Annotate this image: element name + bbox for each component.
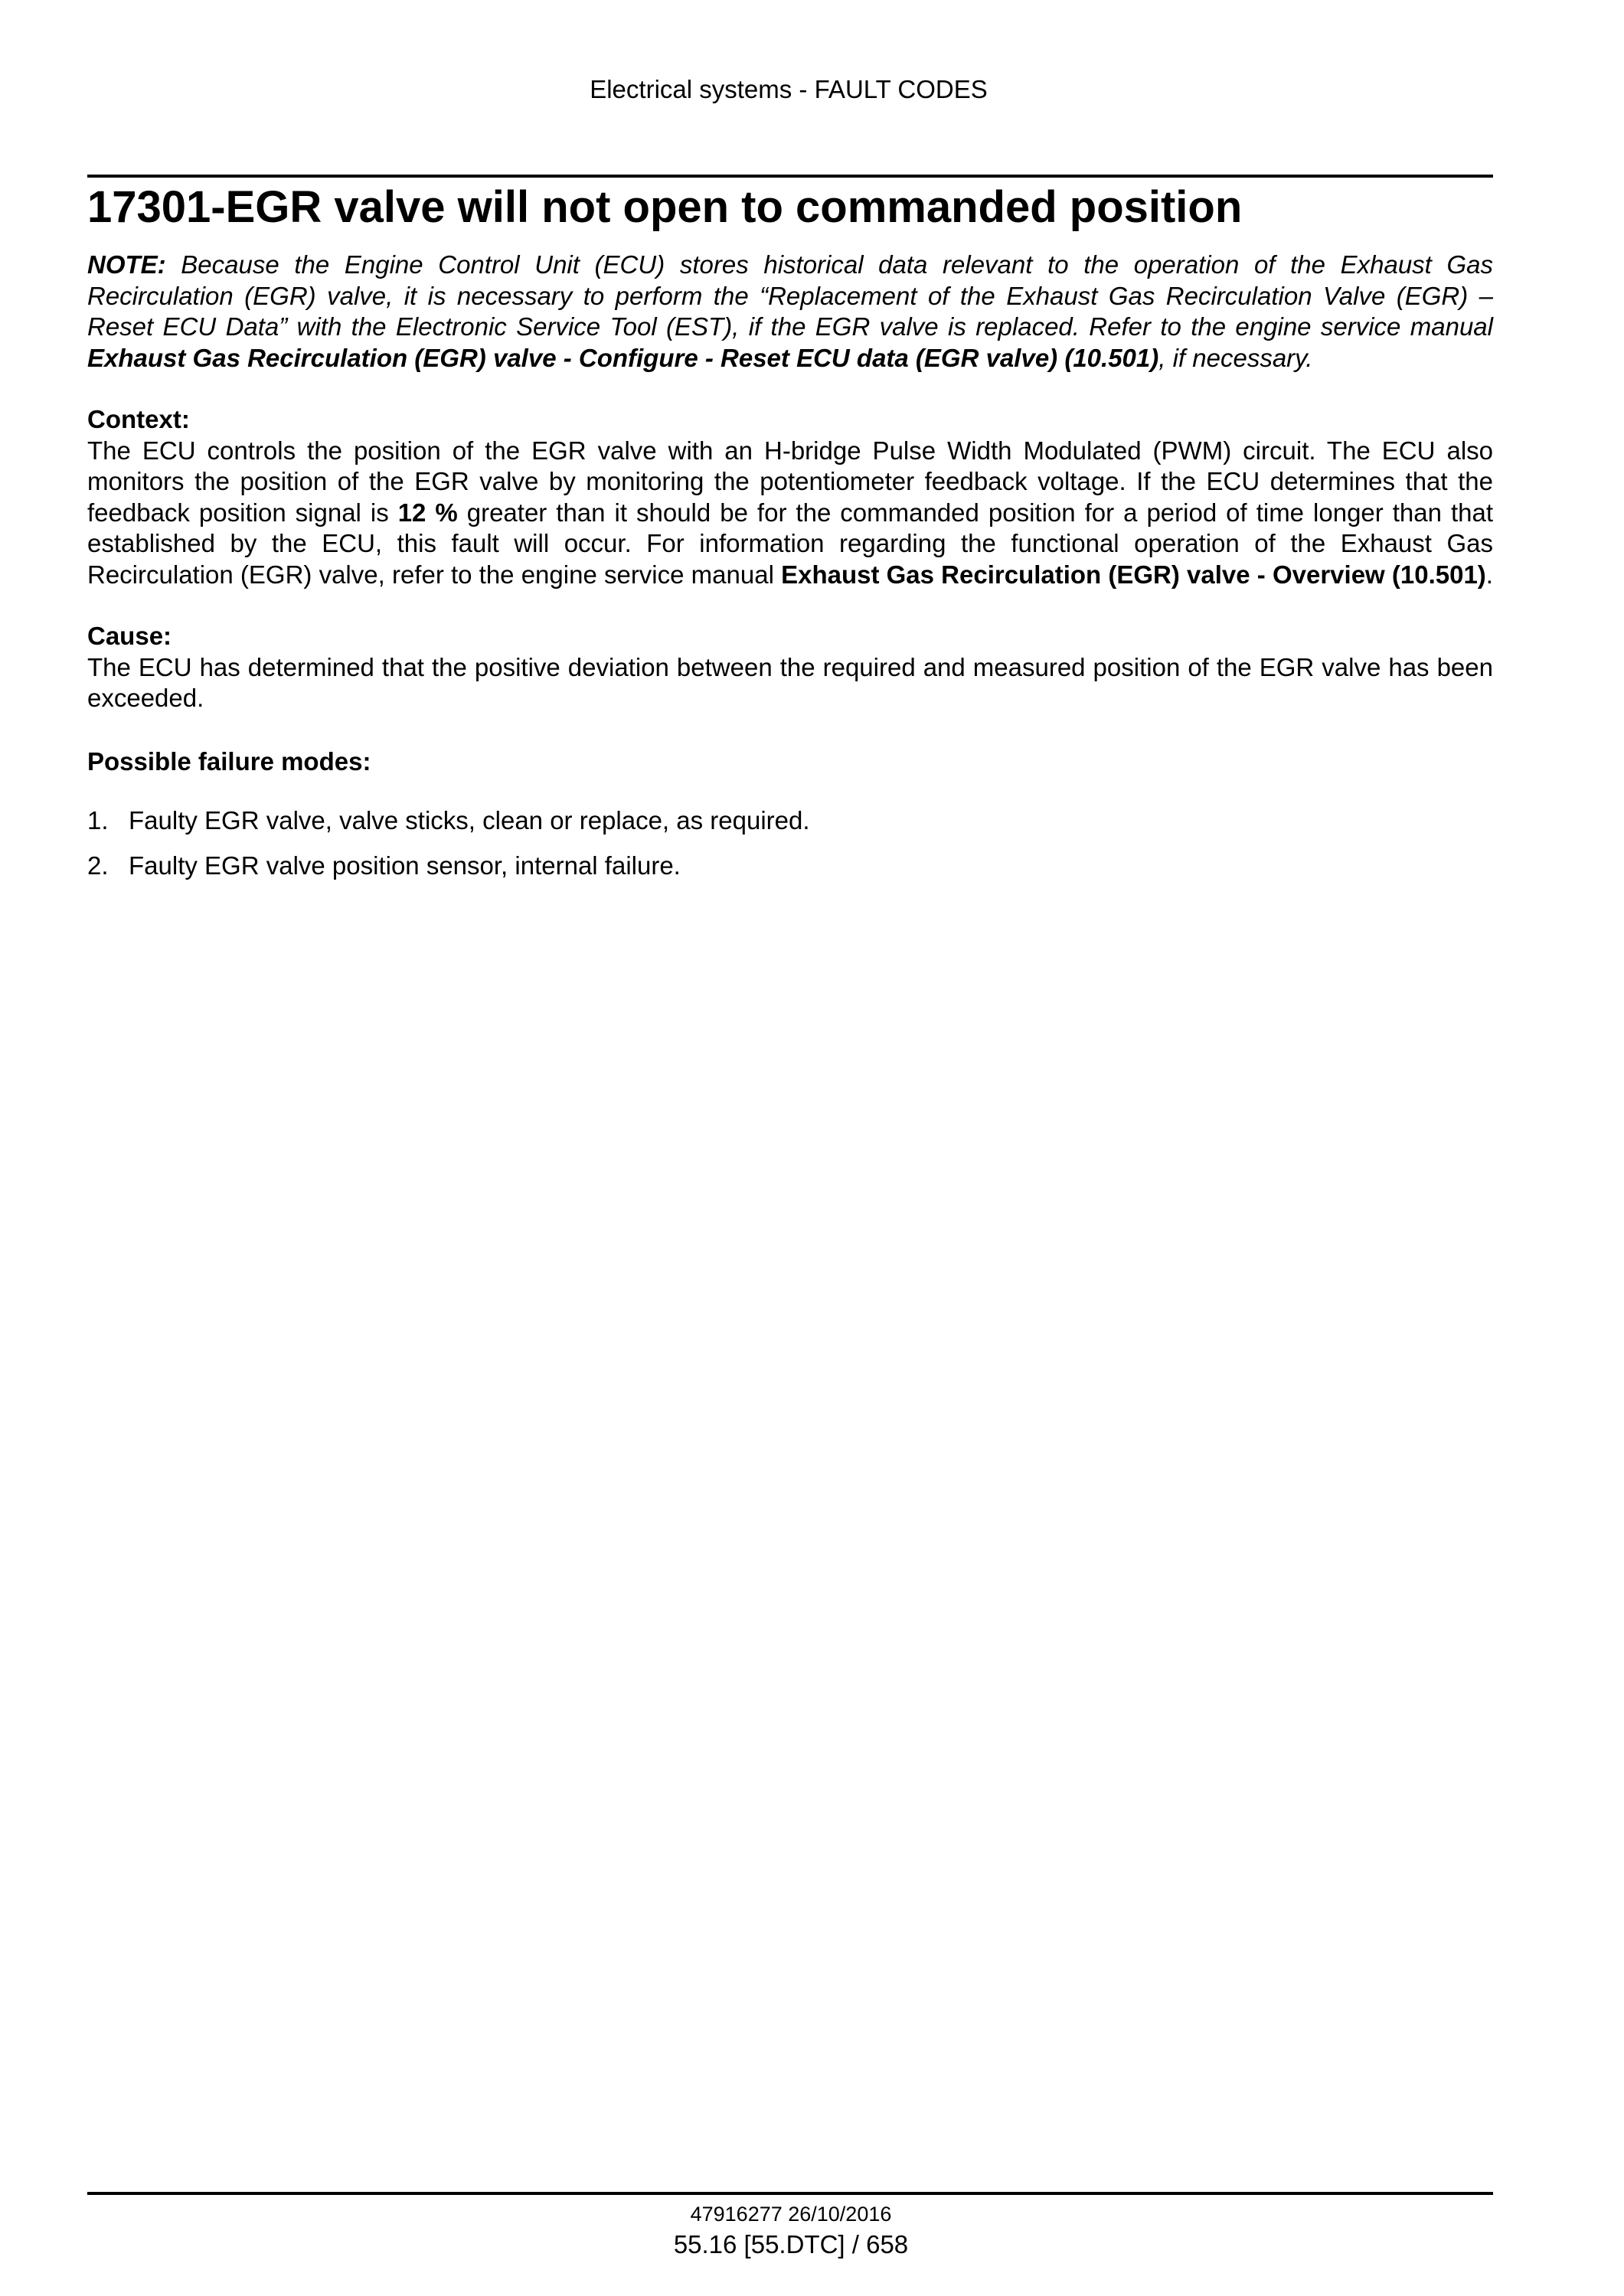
- footer-divider: [87, 2192, 1493, 2195]
- main-content: [87, 250, 1493, 895]
- list-item-number: 1.: [87, 806, 109, 834]
- cause-paragraph: The ECU has determined that the positive deviation between the required and measured position of the EGR valve has been exceeded.: [87, 652, 1493, 712]
- context-reference-link[interactable]: Exhaust Gas Recirculation (EGR) valve - Overview (10.501): [781, 560, 1486, 589]
- page-header: Electrical systems - FAULT CODES: [590, 75, 988, 103]
- page-number: 55.16 [55.DTC] / 658: [673, 2230, 909, 2258]
- list-item: [87, 851, 1493, 882]
- note-label: NOTE:: [87, 250, 166, 279]
- context-paragraph: [87, 436, 1493, 591]
- note-text-end: , if necessary.: [1158, 343, 1313, 372]
- failure-modes-list: [87, 805, 1493, 881]
- context-text-middle: greater than it should be for the commanded position for a period of time longer than that established by the ECU, this fault will occur. For information regarding the functional operation of the Exhaust Gas Recirculation (EGR) valve, refer to the engine service manual: [87, 498, 1494, 589]
- note-text-start: Because the Engine Control Unit (ECU) stores historical data relevant to the operation of the Exhaust Gas Recirculation (EGR) valve, it is necessary to perform the “Replacement of the Exhaust Gas Recirculation Valve (EGR) – Reset ECU Data” with the Electronic Service Tool (EST), if the EGR valve is replaced. Refer to the engine service manual: [87, 250, 1493, 341]
- context-text-end: .: [1485, 560, 1493, 589]
- list-item-number: 2.: [87, 851, 109, 880]
- list-item: [87, 805, 1493, 837]
- context-heading: Context:: [87, 405, 190, 433]
- context-text-start: The ECU controls the position of the EGR valve with an H-bridge Pulse Width Modulated (PWM) circuit. The ECU also monitors the position of the EGR valve by monitoring the potentiometer feedback voltage. If the ECU determines that the feedback position signal is: [87, 436, 1493, 527]
- note-paragraph: [87, 250, 1493, 374]
- cause-heading: Cause:: [87, 622, 172, 650]
- note-reference-link[interactable]: Exhaust Gas Recirculation (EGR) valve - Configure - Reset ECU data (EGR valve) (10.501): [87, 343, 1159, 372]
- failure-modes-heading: Possible failure modes:: [87, 746, 371, 776]
- document-reference: 47916277 26/10/2016: [690, 2203, 892, 2226]
- header-divider: [87, 175, 1493, 178]
- list-item-text: Faulty EGR valve position sensor, internal failure.: [129, 851, 681, 880]
- threshold-value: 12 %: [397, 498, 458, 527]
- list-item-text: Faulty EGR valve, valve sticks, clean or replace, as required.: [129, 806, 810, 834]
- page-title: 17301-EGR valve will not open to commanded position: [87, 182, 1243, 232]
